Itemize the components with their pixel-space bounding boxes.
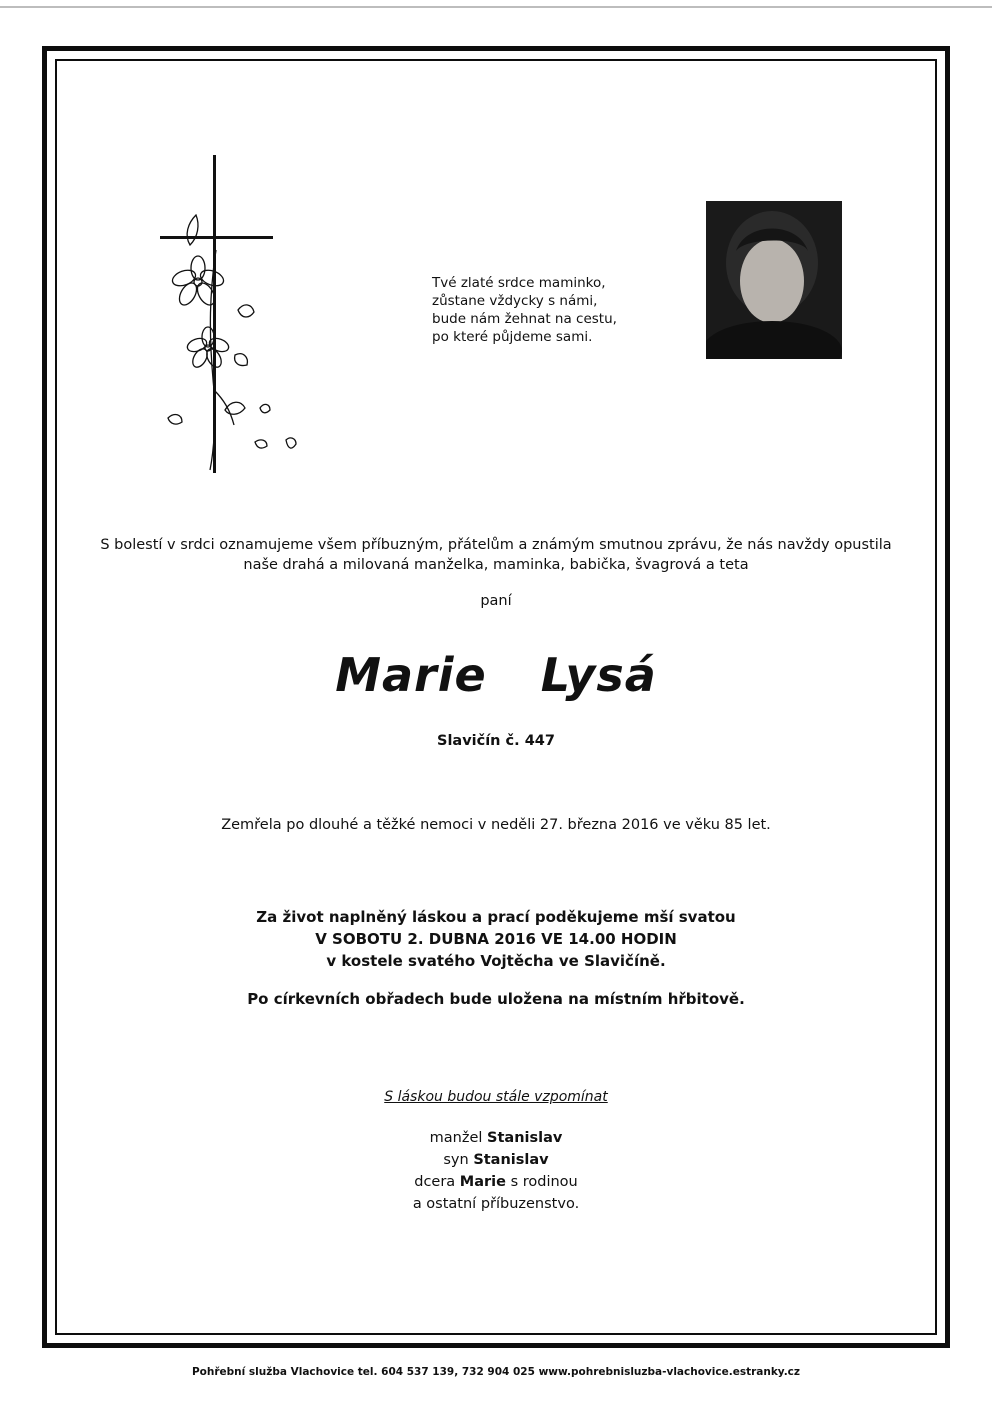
announcement-line: S bolestí v srdci oznamujeme všem příbuzným, přátelům a známým smutnou zprávu, že nás navždy opustila	[100, 537, 892, 553]
burial-notice: Po církevních obřadech bude uložena na místním hřbitově.	[247, 990, 745, 1008]
death-notice: Zemřela po dlouhé a těžké nemoci v neděli 27. března 2016 ve věku 85 let.	[221, 817, 771, 833]
cross-with-flowers-icon	[150, 150, 310, 480]
mourner-line	[55, 1149, 937, 1171]
funeral-service-contact: Pohřební služba Vlachovice tel. 604 537 139, 732 904 025 www.pohrebnisluzba-vlachovice.estranky.cz	[191, 1366, 801, 1378]
mourner-relation: a ostatní příbuzenstvo.	[412, 1196, 580, 1212]
service-line: Za život naplněný láskou a prací poděkujeme mší svatou	[256, 908, 736, 926]
portrait-photo	[706, 201, 842, 359]
verse-line: Tvé zlaté srdce maminko,	[432, 275, 606, 291]
funeral-service	[55, 906, 937, 972]
announcement-line: naše drahá a milovaná manželka, maminka, babička, švagrová a teta	[243, 557, 749, 573]
mourner-name: Stanislav	[487, 1130, 563, 1146]
service-line: v kostele svatého Vojtěcha ve Slavičíně.	[326, 952, 666, 970]
announcement	[55, 535, 937, 575]
mourners-list	[55, 1127, 937, 1215]
verse-line: po které půjdeme sami.	[432, 329, 593, 345]
mourner-suffix: s rodinou	[505, 1174, 578, 1190]
mourner-relation: manžel	[429, 1130, 488, 1146]
honorific: paní	[480, 593, 512, 609]
mourner-line	[55, 1193, 937, 1215]
deceased-name	[55, 648, 937, 702]
mourner-name: Stanislav	[473, 1152, 549, 1168]
verse-line: bude nám žehnat na cestu,	[432, 311, 617, 327]
mourner-relation: syn	[443, 1152, 474, 1168]
deceased-address: Slavičín č. 447	[437, 733, 555, 749]
remember-heading: S láskou budou stále vzpomínat	[384, 1089, 608, 1105]
mourner-relation: dcera	[414, 1174, 460, 1190]
top-edge-line	[0, 6, 992, 8]
mourner-line	[55, 1127, 937, 1149]
mourner-line	[55, 1171, 937, 1193]
service-line: V SOBOTU 2. DUBNA 2016 VE 14.00 HODIN	[315, 930, 677, 948]
mourner-name: Marie	[459, 1174, 506, 1190]
memorial-verse	[432, 274, 692, 346]
verse-line: zůstane vždycky s námi,	[432, 293, 598, 309]
deceased-name-text: Marie Lysá	[335, 648, 657, 702]
